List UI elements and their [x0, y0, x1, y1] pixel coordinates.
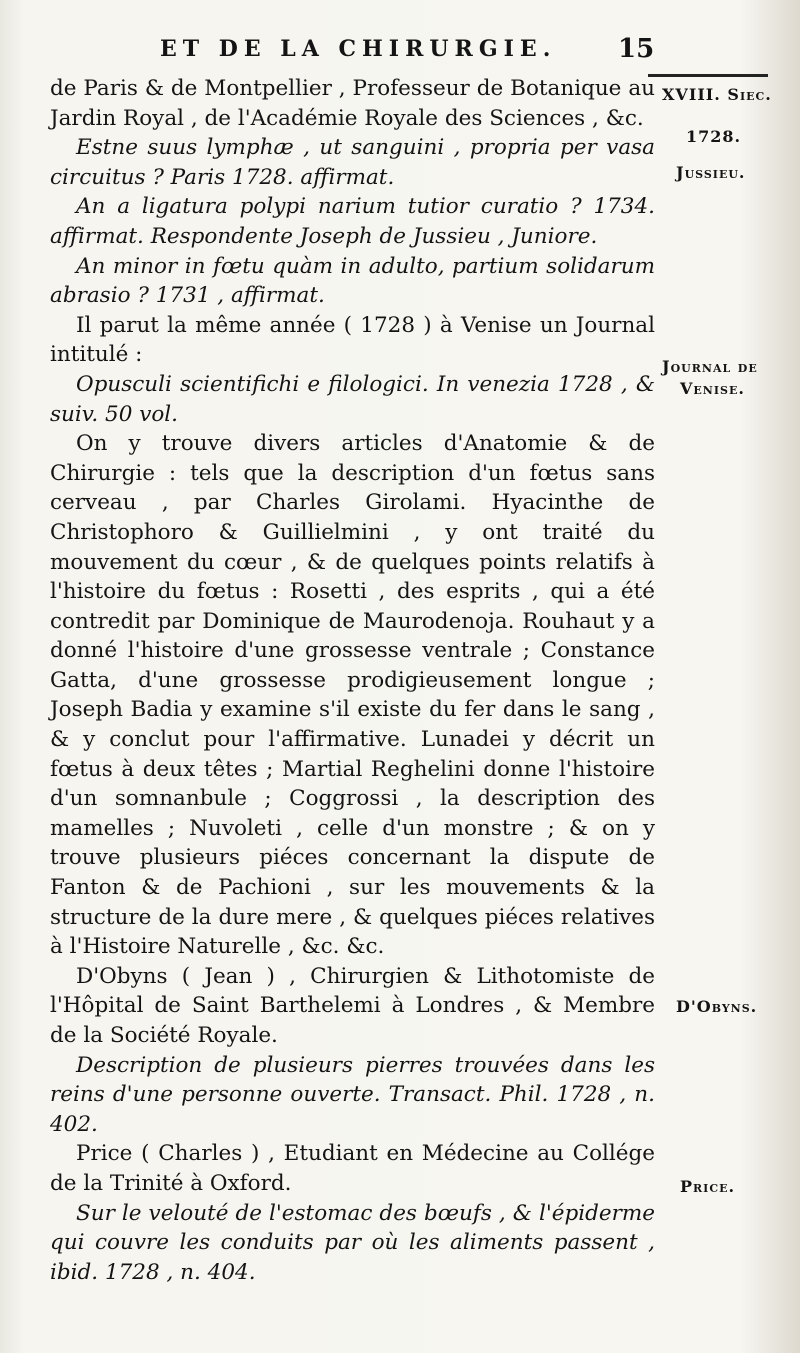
paragraph-journal: Il parut la même année ( 1728 ) à Venise un Journal intitulé :	[50, 312, 655, 368]
margin-dobyns: D'Obyns.	[676, 997, 758, 1016]
paragraph-dobyns: D'Obyns ( Jean ) , Chirurgien & Lithotomiste de l'Hôpital de Saint Barthelemi à Londres , & Membre de la Société Royale.	[50, 963, 655, 1048]
margin-price: Price.	[680, 1177, 736, 1196]
margin-rule	[648, 74, 768, 77]
thesis-1: Estne suus lymphæ , ut sanguini , propria per vasa circuitus ? Paris 1728. affirmat.	[50, 135, 655, 190]
margin-jussieu: Jussieu.	[676, 163, 746, 182]
margin-century: XVIII. Siec.	[662, 85, 772, 104]
page-number: 15	[618, 34, 655, 64]
price-work: Sur le velouté de l'estomac des bœufs , & l'épiderme qui couvre les conduits par où les aliments passent , ibid. 1728 , n. 404.	[50, 1200, 655, 1285]
running-head: ET DE LA CHIRURGIE.	[160, 36, 557, 62]
body-text	[50, 74, 655, 1287]
paragraph-price: Price ( Charles ) , Etudiant en Médecine au Collége de la Trinité à Oxford.	[50, 1141, 655, 1196]
paragraph-jussieu-titles: de Paris & de Montpellier , Professeur de Botanique au Jardin Royal , de l'Académie Royale des Sciences , &c.	[50, 76, 655, 131]
margin-year: 1728.	[686, 127, 742, 146]
paragraph-journal-contents: On y trouve divers articles d'Anatomie & de Chirurgie : tels que la description d'un fœtus sans cerveau , par Charles Girolami. Hyacinthe de Christophoro & Guillielmini , y ont traité du mouvement du cœur , & de quelques points relatifs à l'histoire du fœtus : Rosetti , des esprits , qui a été contredit par Dominique de Maurodenoja. Rouhaut y a donné l'histoire d'une grossesse ventrale ; Constance Gatta, d'une grossesse prodigieusement longue ; Joseph Badia y examine s'il existe du fer dans le sang , & y conclut pour l'affirmative. Lunadei y décrit un fœtus à deux têtes ; Martial Reghelini donne l'histoire d'un somnanbule ; Coggrossi , la description des mamelles ; Nuvoleti , celle d'un monstre ; & on y trouve plusieurs piéces concernant la dispute de Fanton & de Pachioni , sur les mouvements & la structure de la dure mere , & quelques piéces relatives à l'Histoire Naturelle , &c. &c.	[50, 431, 655, 960]
thesis-3: An minor in fœtu quàm in adulto, partium solidarum abrasio ? 1731 , affirmat.	[50, 253, 655, 309]
thesis-2: An a ligatura polypi narium tutior curatio ? 1734. affirmat. Respondente Joseph de Jussieu , Juniore.	[50, 194, 655, 249]
dobyns-work: Description de plusieurs pierres trouvées dans les reins d'une personne ouverte. Transact. Phil. 1728 , n. 402.	[50, 1052, 655, 1137]
margin-journal-line1: Journal de	[662, 357, 758, 376]
journal-title: Opusculi scientifichi e filologici. In venezia 1728 , & suiv. 50 vol.	[50, 371, 655, 427]
margin-journal-line2: Venise.	[680, 379, 745, 398]
